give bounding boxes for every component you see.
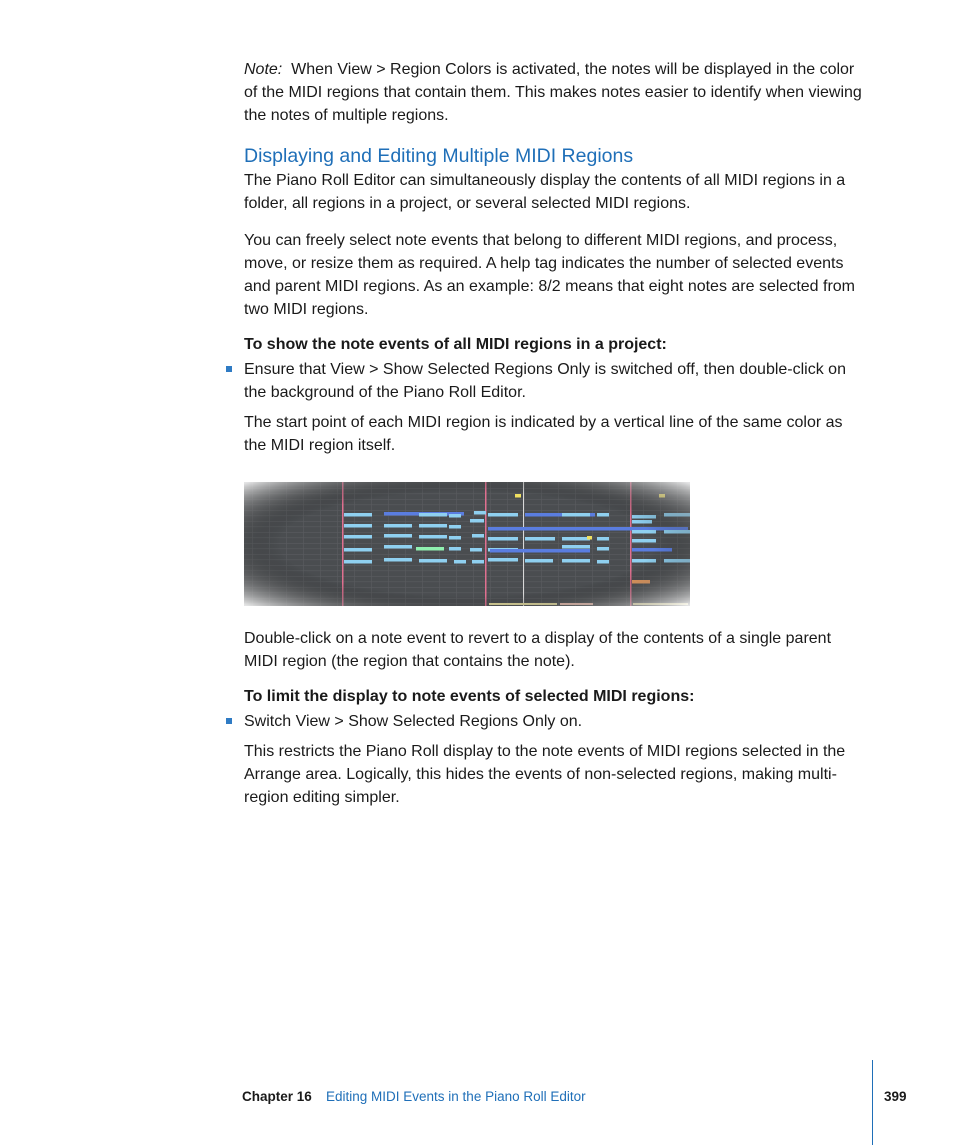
bullet-icon [226, 718, 232, 724]
task-2-paragraph: This restricts the Piano Roll display to the note events of MIDI regions selected in the Arrange area. Logically, this hides the events of non-selected regions, making multi-region editing simpler. [244, 743, 846, 806]
footer-chapter-title: Editing MIDI Events in the Piano Roll Editor [326, 1089, 586, 1104]
task-1-title: To show the note events of all MIDI regions in a project: [244, 336, 667, 353]
task-1-bullet-text: Ensure that View > Show Selected Regions Only is switched off, then double-click on the background of the Piano Roll Editor. [244, 361, 846, 401]
note-label: Note: [244, 61, 283, 78]
footer-divider [872, 1060, 873, 1145]
paragraph-2: You can freely select note events that belong to different MIDI regions, and process, move, or resize them as required. A help tag indicates the number of selected events and parent MIDI regions. As an example: 8/2 means that eight notes are selected from two MIDI regions. [244, 232, 856, 318]
footer-chapter: Chapter 16 [242, 1089, 312, 1104]
note-paragraph [244, 58, 869, 127]
figure-vignette [244, 482, 690, 606]
note-text: When View > Region Colors is activated, the notes will be displayed in the color of the MIDI regions that contain them. This makes notes easier to identify when viewing the notes of multiple regions. [244, 61, 862, 124]
paragraph-1: The Piano Roll Editor can simultaneously display the contents of all MIDI regions in a folder, all regions in a project, or several selected MIDI regions. [244, 172, 846, 212]
after-figure-paragraph: Double-click on a note event to revert to a display of the contents of a single parent MIDI region (the region that contains the note). [244, 630, 832, 670]
task-1-paragraph: The start point of each MIDI region is indicated by a vertical line of the same color as the MIDI region itself. [244, 414, 843, 454]
section-heading: Displaying and Editing Multiple MIDI Regions [244, 145, 634, 167]
bullet-icon [226, 366, 232, 372]
task-2-title: To limit the display to note events of selected MIDI regions: [244, 688, 695, 705]
task-2-bullet-text: Switch View > Show Selected Regions Only on. [244, 713, 583, 730]
page-number: 399 [884, 1089, 907, 1104]
piano-roll-screenshot [244, 482, 690, 606]
